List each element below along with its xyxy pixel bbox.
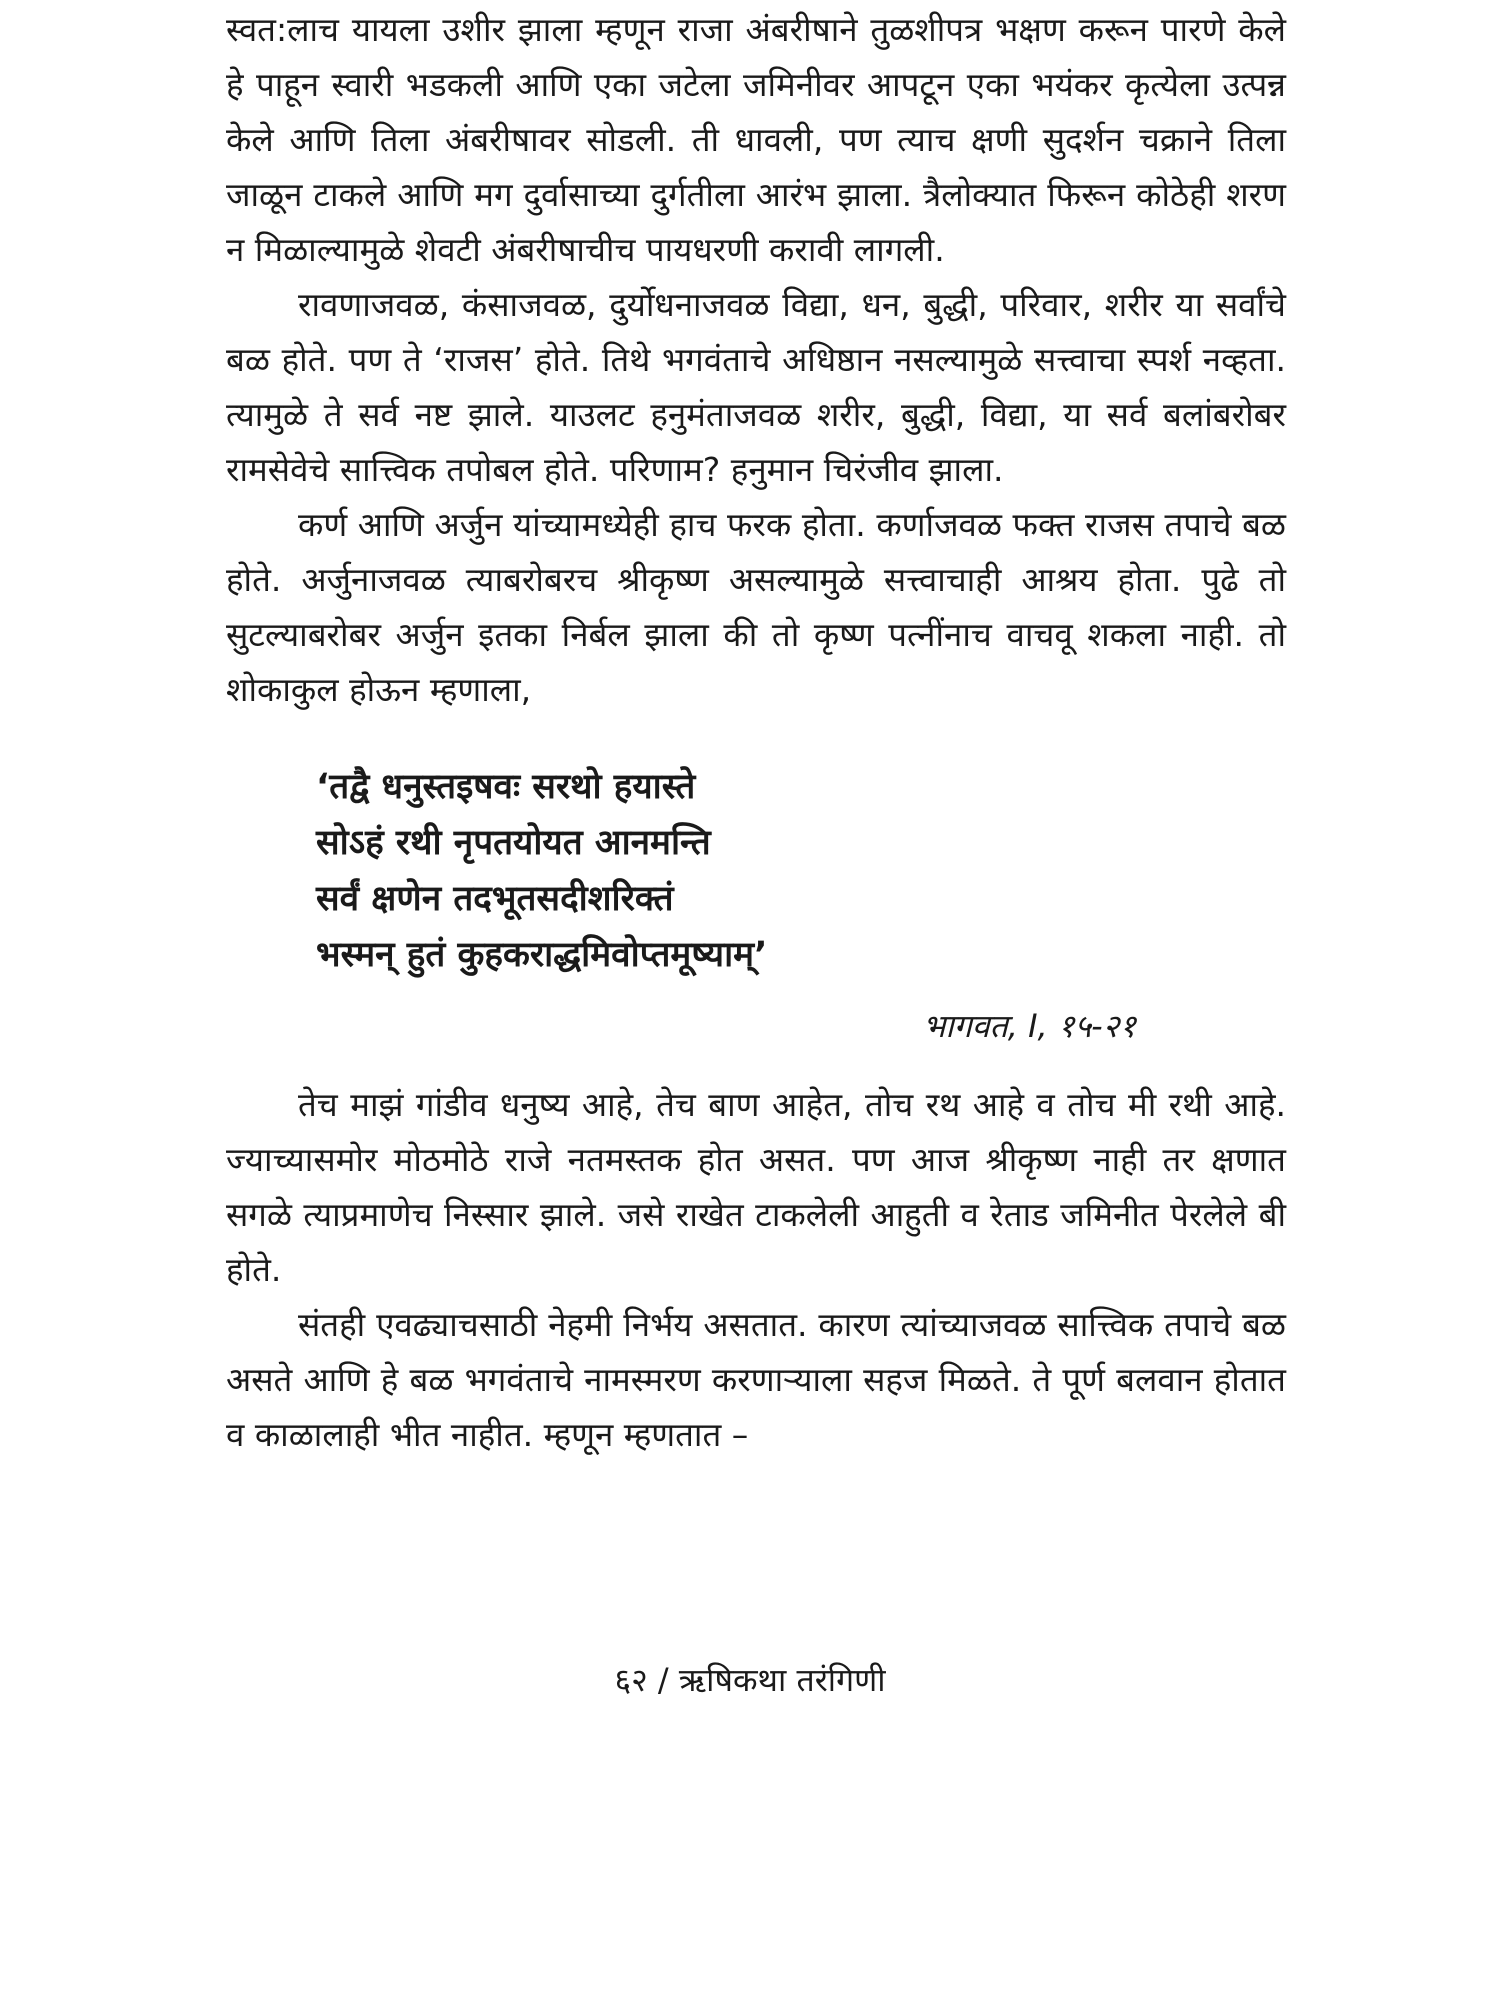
sanskrit-verse [316,759,1286,983]
verse-line: ‘तद्वै धनुस्तइषवः सरथो हयास्ते [316,767,696,807]
verse-line: सोऽहं रथी नृपतयोयत आनमन्ति [316,823,711,863]
page-body [226,0,1286,1462]
paragraph-ambarisha: स्वत:लाच यायला उशीर झाला म्हणून राजा अंबरीषाने तुळशीपत्र भक्षण करून पारणे केले हे पाहून स्वारी भडकली आणि एका जटेला जमिनीवर आपटून एका भयंकर कृत्येला उत्पन्न केले आणि तिला अंबरीषावर सोडली. ती धावली, पण त्याच क्षणी सुदर्शन चक्राने तिला जाळून टाकले आणि मग दुर्वासाच्या दुर्गतीला आरंभ झाला. त्रैलोक्यात फिरून कोठेही शरण न मिळाल्यामुळे शेवटी अंबरीषाचीच पायधरणी करावी लागली. [226,10,1286,269]
paragraph-karna-arjuna: कर्ण आणि अर्जुन यांच्यामध्येही हाच फरक होता. कर्णाजवळ फक्त राजस तपाचे बळ होते. अर्जुनाजवळ त्याबरोबरच श्रीकृष्ण असल्यामुळे सत्त्वाचाही आश्रय होता. पुढे तो सुटल्याबरोबर अर्जुन इतका निर्बल झाला की तो कृष्ण पत्नींनाच वाचवू शकला नाही. तो शोकाकुल होऊन म्हणाला, [226,505,1286,709]
paragraph-saints: संतही एवढ्याचसाठी नेहमी निर्भय असतात. कारण त्यांच्याजवळ सात्त्विक तपाचे बळ असते आणि हे बळ भगवंताचे नामस्मरण करणाऱ्याला सहज मिळते. ते पूर्ण बलवान होतात व काळालाही भीत नाहीत. म्हणून म्हणतात – [226,1305,1286,1454]
verse-line: सर्वं क्षणेन तदभूतसदीशरिक्तं [316,879,674,919]
paragraph-ravana: रावणाजवळ, कंसाजवळ, दुर्योधनाजवळ विद्या, धन, बुद्धी, परिवार, शरीर या सर्वांचे बळ होते. पण ते ‘राजस’ होते. तिथे भगवंताचे अधिष्ठान नसल्यामुळे सत्त्वाचा स्पर्श नव्हता. त्यामुळे ते सर्व नष्ट झाले. याउलट हनुमंताजवळ शरीर, बुद्धी, विद्या, या सर्व बलांबरोबर रामसेवेचे सात्त्विक तपोबल होते. परिणाम? हनुमान चिरंजीव झाला. [226,285,1286,489]
paragraph-gandiva: तेच माझं गांडीव धनुष्य आहे, तेच बाण आहेत, तोच रथ आहे व तोच मी रथी आहे. ज्याच्यासमोर मोठमोठे राजे नतमस्तक होत असत. पण आज श्रीकृष्ण नाही तर क्षणात सगळे त्याप्रमाणेच निस्सार झाले. जसे राखेत टाकलेली आहुती व रेताड जमिनीत पेरलेले बी होते. [226,1085,1286,1289]
page-footer: ६२ / ऋषिकथा तरंगिणी [614,1661,886,1699]
verse-citation: भागवत, I, १५-२१ [922,1007,1136,1045]
verse-line: भस्मन् हुतं कुहकराद्धमिवोप्तमूष्याम्’ [316,935,768,975]
